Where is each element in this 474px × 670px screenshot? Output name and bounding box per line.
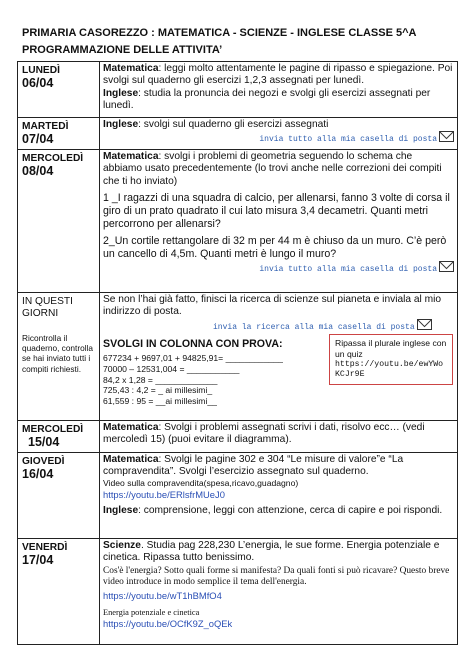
day-line: IN QUESTI	[22, 295, 73, 307]
video-link[interactable]: https://youtu.be/ERlsfrMUeJ0	[103, 489, 225, 501]
quiz-box	[329, 334, 453, 385]
op-line: 677234 + 9697,01 + 94825,91= ____________	[103, 353, 283, 364]
activity-text: : comprensione, leggi con attenzione, cerca di capire e poi rispondi.	[138, 505, 443, 517]
video-link[interactable]: https://youtu.be/wT1hBMfO4	[103, 590, 222, 602]
table-row	[18, 420, 458, 452]
schedule-table	[17, 61, 458, 645]
table-row	[18, 62, 458, 118]
problem-1: 1 _I ragazzi di una squadra di calcio, per allenarsi, fanno 3 volte di corsa il giro di un prato quadrato il cui lato misura 3,4 decametri. Quanti metri percorrono per allenarsi?	[103, 192, 450, 231]
quiz-link[interactable]: https://youtu.be/ewYWoKCJr9E	[335, 359, 444, 380]
mail-link[interactable]: invia la ricerca alla mia casella di posta	[213, 322, 415, 332]
day-date: 17/04	[22, 553, 54, 568]
op-line: 70000 – 12531,004 = ___________	[103, 364, 240, 375]
envelope-icon[interactable]	[439, 131, 454, 142]
quiz-text: Ripassa il plurale inglese con un quiz	[335, 337, 447, 359]
side-note: Ricontrolla il quaderno, controlla se hai inviato tutti i compiti richiesti.	[22, 332, 94, 374]
energy-description: Cos'è l'energia? Sotto quali forme si manifesta? Da quali fonti si può ricavare? Questo breve video introduce in modo semplice il tema dell'energia.	[103, 566, 450, 588]
problem-2: 2_Un cortile rettangolare di 32 m per 44 m è chiuso da un muro. C’è però un cancello di 4,5m. Quanti metri è lungo il muro?	[103, 235, 447, 261]
activity-text: : Svolgi i problemi assegnati scrivi i dati, risolvo ecc… (vedi mercoledì 15) (puoi evitare il diagramma).	[103, 421, 425, 446]
day-cell	[18, 452, 100, 538]
day-cell	[18, 420, 100, 452]
day-name: MARTEDÌ	[22, 121, 69, 132]
envelope-icon[interactable]	[417, 319, 432, 330]
activity-text: : studia la pronuncia dei negozi e svolgi gli esercizi assegnati per lunedì.	[103, 87, 431, 112]
op-line: 725,43 : 4,2 = _ ai millesimi_	[103, 385, 213, 396]
activity-cell	[100, 452, 458, 538]
table-row	[18, 538, 458, 644]
day-date: 06/04	[22, 76, 54, 91]
video-text: Video sulla compravendita(spesa,ricavo,guadagno)	[103, 478, 299, 489]
activity-text: . Studia pag 228,230 L’energia, le sue forme. Energia potenziale e cinetica. Ripassa tutto benissimo.	[103, 539, 440, 564]
subject-label: Matematica	[103, 453, 159, 465]
video-link[interactable]: https://youtu.be/OCfK9Z_oQEk	[103, 617, 233, 629]
table-row	[18, 118, 458, 150]
op-line: 61,559 : 95 = __ai millesimi__	[103, 395, 217, 406]
day-cell	[18, 118, 100, 150]
day-name: MERCOLEDÌ	[22, 423, 84, 435]
science-text: Se non l’hai già fatto, finisci la ricerca di scienze sul pianeta e inviala al mio indirizzo di posta.	[103, 293, 442, 318]
day-date: 08/04	[22, 164, 54, 179]
day-cell	[18, 292, 100, 420]
table-row	[18, 452, 458, 538]
day-line: GIORNI	[22, 308, 59, 320]
day-name: VENERDÌ	[22, 541, 68, 553]
page-subtitle: PROGRAMMAZIONE DELLE ATTIVITA’	[22, 44, 223, 56]
subject-label: Inglese	[103, 505, 139, 517]
activity-text: : svolgi i problemi di geometria seguendo lo schema che abbiamo usato precedentemente (lo trovi anche nelle correzioni dei compiti che ti ho inviato)	[103, 150, 442, 187]
subject-label: Inglese	[103, 119, 139, 130]
energy-title: Energia potenziale e cinetica	[103, 607, 200, 617]
subject-label: Matematica	[103, 150, 159, 162]
op-line: 84,2 x 1,28 = _____________	[103, 374, 218, 385]
day-cell	[18, 538, 100, 644]
table-row	[18, 149, 458, 292]
day-date: 16/04	[22, 467, 54, 482]
mail-link[interactable]: invia tutto alla mia casella di posta	[259, 265, 437, 275]
activity-cell	[100, 149, 458, 292]
page-title: PRIMARIA CASOREZZO : MATEMATICA - SCIENZE - INGLESE CLASSE 5^A	[22, 27, 417, 39]
day-name: MERCOLEDÌ	[22, 152, 84, 164]
day-date: 07/04	[22, 132, 54, 147]
activity-text: : Svolgi le pagine 302 e 304 “Le misure di valore”e “La compravendita”. Svolgi l’esercizio assegnato sul quaderno.	[103, 453, 404, 478]
activity-cell	[100, 538, 458, 644]
activity-text: : svolgi sul quaderno gli esercizi assegnati	[138, 119, 329, 130]
subject-label: Matematica	[103, 421, 159, 433]
day-cell	[18, 62, 100, 118]
day-cell	[18, 149, 100, 292]
subject-label: Matematica	[103, 63, 159, 74]
activity-cell	[100, 292, 458, 420]
activity-cell	[100, 420, 458, 452]
activity-cell	[100, 118, 458, 150]
activity-cell	[100, 62, 458, 118]
activity-text: : leggi molto attentamente le pagine di ripasso e spiegazione. Poi svolgi sul quaderno gli esercizi 1,2,3 assegnati per lunedì.	[103, 63, 453, 87]
mail-link[interactable]: invia tutto alla mia casella di posta	[259, 135, 437, 145]
subject-label: Inglese	[103, 87, 139, 99]
day-name: LUNEDÌ	[22, 65, 60, 76]
envelope-icon[interactable]	[439, 261, 454, 272]
column-title: SVOLGI IN COLONNA CON PROVA:	[103, 338, 283, 351]
subject-label: Scienze	[103, 539, 141, 551]
day-date: 15/04	[28, 435, 60, 450]
table-row	[18, 292, 458, 420]
day-name: GIOVEDÌ	[22, 455, 65, 467]
